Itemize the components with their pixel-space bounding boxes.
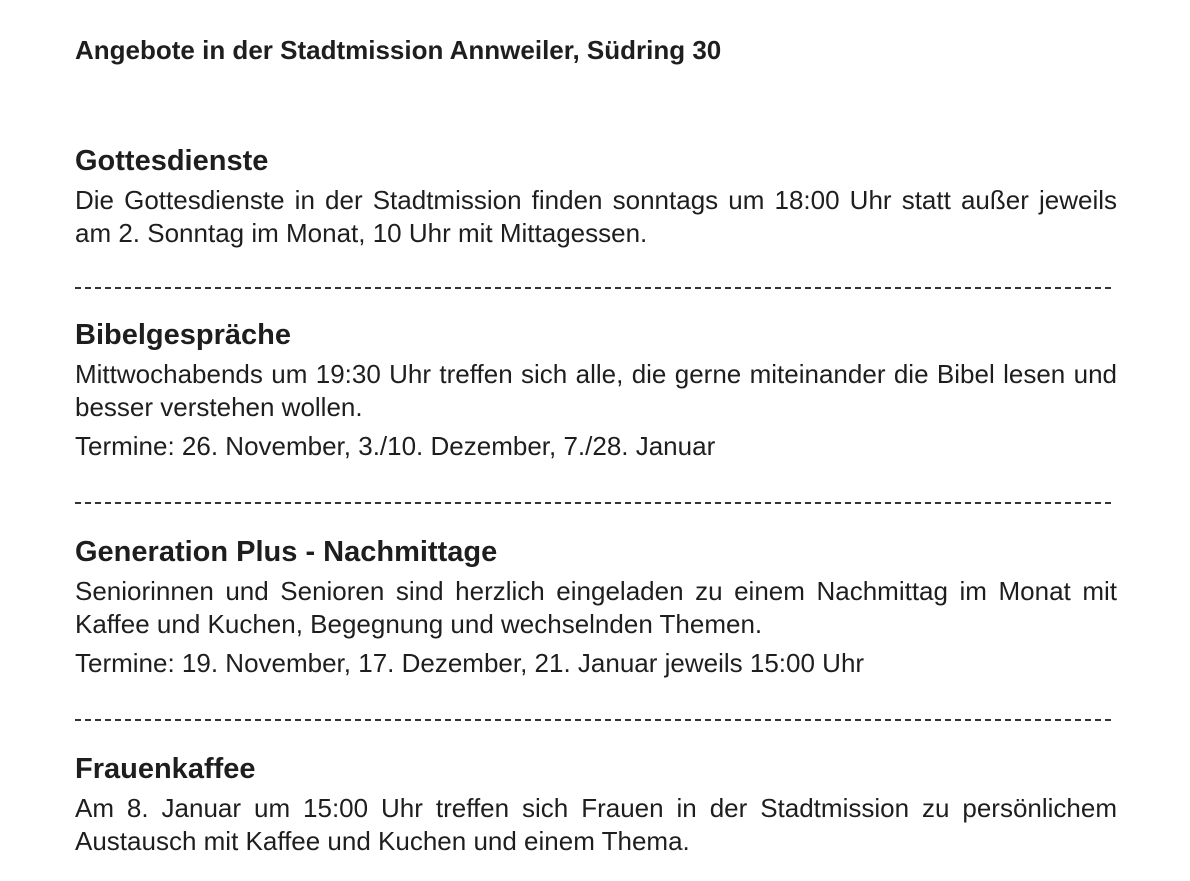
- section-gottesdienste: [75, 144, 1117, 250]
- section-title: Bibelgespräche: [75, 319, 291, 351]
- section-dates: Termine: 19. November, 17. Dezember, 21. Januar jeweils 15:00 Uhr: [75, 648, 865, 678]
- section-generation-plus: [75, 535, 1117, 680]
- section-bibelgespraeche: [75, 318, 1117, 463]
- section-text: Mittwochabends um 19:30 Uhr treffen sich alle, die gerne miteinander die Bibel lesen und besser verstehen wollen.: [75, 359, 1117, 422]
- section-dates: Termine: 26. November, 3./10. Dezember, 7./28. Januar: [75, 431, 716, 461]
- dashed-divider: [75, 719, 1111, 721]
- page-heading: Angebote in der Stadtmission Annweiler, Südring 30: [75, 35, 722, 65]
- section-frauenkaffee: [75, 752, 1117, 858]
- section-title: Generation Plus - Nachmittage: [75, 536, 498, 568]
- section-text: Am 8. Januar um 15:00 Uhr treffen sich Frauen in der Stadtmission zu persönlichem Austausch mit Kaffee und Kuchen und einem Thema.: [75, 793, 1117, 856]
- dashed-divider: [75, 502, 1111, 504]
- section-text: Seniorinnen und Senioren sind herzlich eingeladen zu einem Nachmittag im Monat mit Kaffee und Kuchen, Begegnung und wechselnden Themen.: [75, 576, 1117, 639]
- section-title: Frauenkaffee: [75, 753, 256, 785]
- section-text: Die Gottesdienste in der Stadtmission finden sonntags um 18:00 Uhr statt außer jeweils am 2. Sonntag im Monat, 10 Uhr mit Mittagessen.: [75, 185, 1117, 248]
- dashed-divider: [75, 287, 1111, 289]
- section-title: Gottesdienste: [75, 145, 269, 177]
